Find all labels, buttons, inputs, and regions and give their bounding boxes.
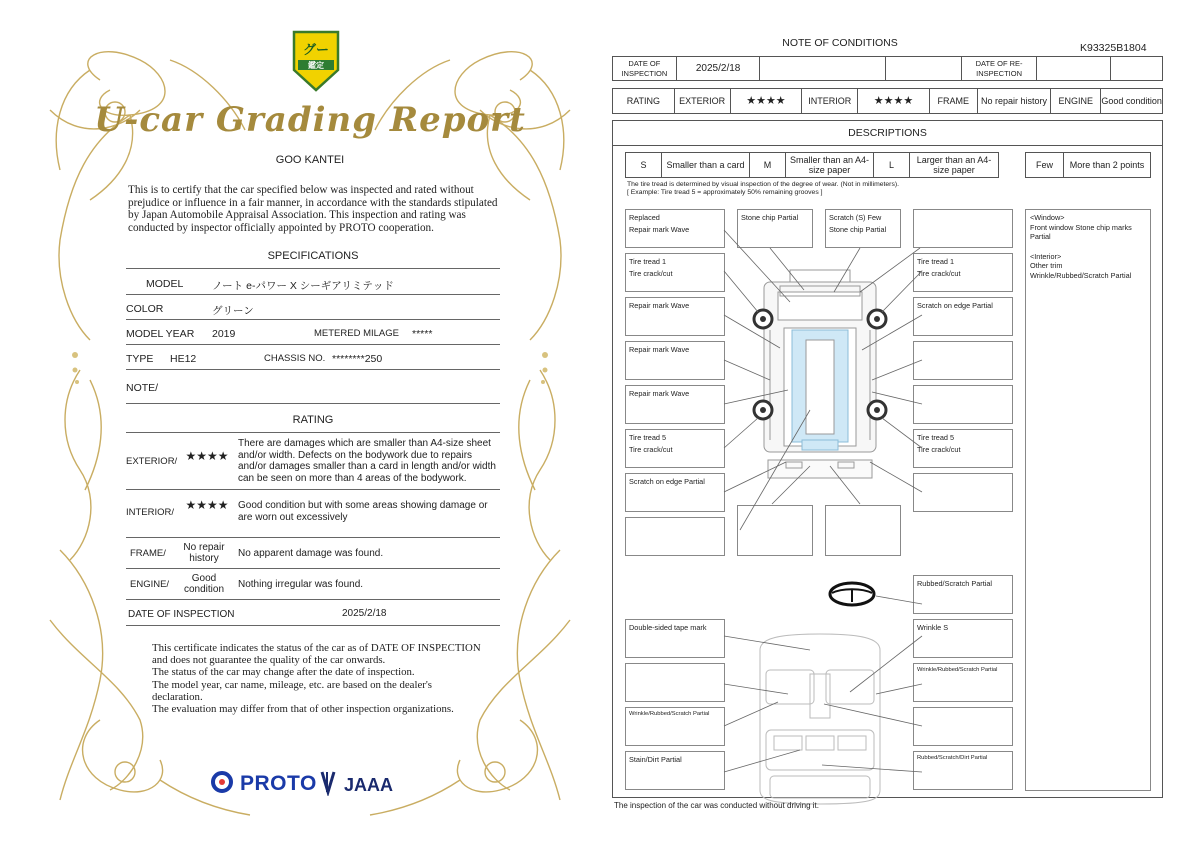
certificate-title: U-car Grading Report (94, 100, 526, 140)
engine-description: Nothing irregular was found. (238, 579, 364, 590)
rating-table (612, 88, 1163, 114)
spec-row-color (126, 295, 500, 320)
exterior-label: EXTERIOR/ (126, 456, 178, 467)
note-replaced: Replaced Repair mark Wave (625, 209, 725, 248)
note-rubbed-dirt: Rubbed/Scratch/Dirt Partial (913, 751, 1013, 790)
svg-text:鑑定: 鑑定 (308, 61, 324, 70)
size-legend-table (625, 152, 999, 178)
engine-value: Good condition (183, 573, 225, 595)
note-tire-front-right: Tire tread 1 Tire crack/cut (913, 253, 1013, 292)
empty-cell (1111, 57, 1162, 80)
type-value: HE12 (170, 353, 197, 365)
exterior-stars: ★★★★ (185, 449, 229, 463)
note-empty (825, 505, 901, 556)
rating-label: RATING (613, 89, 675, 113)
type-label: TYPE (126, 353, 154, 365)
note-scratch-edge-right: Scratch on edge Partial (913, 297, 1013, 336)
svg-text:グー: グー (302, 43, 330, 58)
interior-description: Good condition but with some areas showing damage or are worn out excessively (238, 500, 488, 523)
engine-label: ENGINE/ (130, 579, 170, 590)
noc-id: K93325B1804 (1080, 42, 1147, 54)
frame-label: FRAME/ (130, 548, 166, 559)
note-repair-wave-1: Repair mark Wave (625, 297, 725, 336)
interior-stars: ★★★★ (858, 89, 930, 113)
jaaa-logo-text: JAAA (344, 775, 394, 795)
note-double-sided-tape: Double-sided tape mark (625, 619, 725, 658)
note-tire-front-left: Tire tread 1 Tire crack/cut (625, 253, 725, 292)
legend-few: Few (1026, 153, 1064, 177)
disclaimer-line: The evaluation may differ from that of other inspection organizations. (152, 703, 454, 716)
legend-l-desc: Larger than an A4-size paper (916, 155, 992, 175)
note-wrinkle-left: Wrinkle/Rubbed/Scratch Partial (625, 707, 725, 746)
note-empty (913, 209, 1013, 248)
exterior-label: EXTERIOR (675, 89, 731, 113)
descriptions-panel (612, 120, 1163, 798)
date-value: 2025/2/18 (342, 608, 387, 619)
disclaimer-line: The status of the car may change after the date of inspection. (152, 666, 415, 679)
note-wrinkle-right-1: Wrinkle/Rubbed/Scratch Partial (913, 663, 1013, 702)
legend-s-desc: Smaller than a card (662, 153, 750, 177)
date-of-inspection-value: 2025/2/18 (677, 57, 761, 80)
note-stain-dirt: Stain/Dirt Partial (625, 751, 725, 790)
disclaimer-line: This certificate indicates the status of the car as of DATE OF INSPECTION and does not guarantee the quality of the car onwards. (152, 642, 481, 667)
rating-heading: RATING (292, 414, 334, 426)
empty-cell (1037, 57, 1111, 80)
chassis-label: CHASSIS NO. (264, 353, 326, 364)
frame-description: No apparent damage was found. (238, 548, 384, 559)
legend-l: L (874, 153, 910, 177)
rating-row-exterior (126, 434, 500, 490)
chassis-value: ********250 (332, 353, 383, 365)
empty-cell (886, 57, 962, 80)
note-empty (913, 341, 1013, 380)
certificate-statement: This is to certify that the car specified below was inspected and rated without prejudice or influence in a fair manner, in accordance with the standards stipulated by Japan Automobile Appraisal Association. This inspection and rating was conducted by inspector officially appointed by PROTO cooperation. (128, 184, 498, 235)
legend-m: M (750, 153, 786, 177)
spec-row-model (126, 270, 500, 295)
empty-cell (760, 57, 886, 80)
interior-stars: ★★★★ (185, 498, 229, 512)
note-of-conditions (610, 30, 1166, 820)
note-label: NOTE/ (126, 382, 159, 394)
spec-row-model-year (126, 320, 500, 345)
note-empty (737, 505, 813, 556)
note-empty (625, 517, 725, 556)
note-repair-wave-2: Repair mark Wave (625, 341, 725, 380)
engine-label: ENGINE (1051, 89, 1101, 113)
note-repair-wave-3: Repair mark Wave (625, 385, 725, 424)
note-scratch-edge-left: Scratch on edge Partial (625, 473, 725, 512)
few-legend-table (1025, 152, 1151, 178)
descriptions-heading: DESCRIPTIONS (848, 127, 927, 139)
rating-divider (126, 432, 500, 433)
interior-notes: <Interior> Other trim Wrinkle/Rubbed/Scratch Partial (1030, 251, 1132, 280)
tire-note-line: The tire tread is determined by visual inspection of the degree of wear. (Not in millimeters). (627, 181, 899, 188)
rating-row-frame (126, 538, 500, 569)
noc-footnote: The inspection of the car was conducted without driving it. (614, 801, 819, 810)
rating-row-interior (126, 490, 500, 538)
note-empty (913, 473, 1013, 512)
note-empty (625, 663, 725, 702)
model-year-label: MODEL YEAR (126, 328, 195, 340)
note-stone-chip: Stone chip Partial (737, 209, 813, 248)
spec-row-note (126, 370, 500, 404)
note-wrinkle-s: Wrinkle S (913, 619, 1013, 658)
window-interior-panel (1025, 209, 1151, 791)
note-empty (913, 385, 1013, 424)
date-of-inspection-label: DATE OF INSPECTION (613, 57, 677, 80)
goo-kantei-badge-icon (288, 30, 344, 92)
proto-logo-text: PROTO (240, 772, 317, 795)
specifications-heading: SPECIFICATIONS (267, 250, 359, 262)
rating-row-date (126, 600, 500, 626)
model-value: ノート e-パワー X シーギアリミテッド (212, 280, 394, 292)
tire-tread-note (627, 181, 899, 197)
certificate-disclaimer (152, 642, 482, 715)
color-value: グリーン (212, 305, 254, 317)
note-tire-rear-left: Tire tread 5 Tire crack/cut (625, 429, 725, 468)
legend-m-desc: Smaller than an A4-size paper (786, 153, 874, 177)
date-of-reinspection-label: DATE OF RE-INSPECTION (962, 57, 1038, 80)
spec-row-type (126, 345, 500, 370)
color-label: COLOR (126, 303, 164, 315)
model-year-value: 2019 (212, 328, 236, 340)
note-empty (913, 707, 1013, 746)
engine-value: Good condition (1101, 96, 1162, 106)
disclaimer-line: The model year, car name, mileage, etc. are based on the dealer's declaration. (152, 678, 432, 703)
rating-row-engine (126, 569, 500, 600)
legend-s: S (626, 153, 662, 177)
frame-value: No repair history (978, 89, 1052, 113)
noc-title: NOTE OF CONDITIONS (782, 37, 898, 49)
frame-value: No repair history (183, 542, 225, 564)
tire-note-line: [ Example: Tire tread 5 = approximately 50% remaining grooves ] (627, 189, 823, 196)
grading-certificate (30, 20, 590, 830)
note-steering: Rubbed/Scratch Partial (913, 575, 1013, 614)
exterior-stars: ★★★★ (731, 89, 803, 113)
date-label: DATE OF INSPECTION (128, 609, 235, 620)
certificate-organization: GOO KANTEI (275, 154, 345, 166)
interior-label: INTERIOR/ (126, 507, 175, 518)
metered-milage-label: METERED MILAGE (314, 328, 399, 339)
inspection-date-table (612, 56, 1163, 81)
note-scratch-few: Scratch (S) Few Stone chip Partial (825, 209, 901, 248)
descriptions-divider (613, 145, 1162, 146)
frame-label: FRAME (930, 89, 978, 113)
exterior-description: There are damages which are smaller than A4-size sheet and/or width. Defects on the bodywork due to repairs and/or damages smaller than a card in length and/or width can be seen on more than 4 areas of the bodywork. (238, 438, 496, 484)
legend-few-desc: More than 2 points (1069, 160, 1145, 170)
model-label: MODEL (146, 278, 184, 290)
interior-label: INTERIOR (802, 89, 858, 113)
window-notes: <Window> Front window Stone chip marks Partial (1030, 213, 1132, 241)
spec-divider (126, 268, 500, 269)
metered-milage-value: ***** (412, 328, 433, 340)
note-tire-rear-right: Tire tread 5 Tire crack/cut (913, 429, 1013, 468)
